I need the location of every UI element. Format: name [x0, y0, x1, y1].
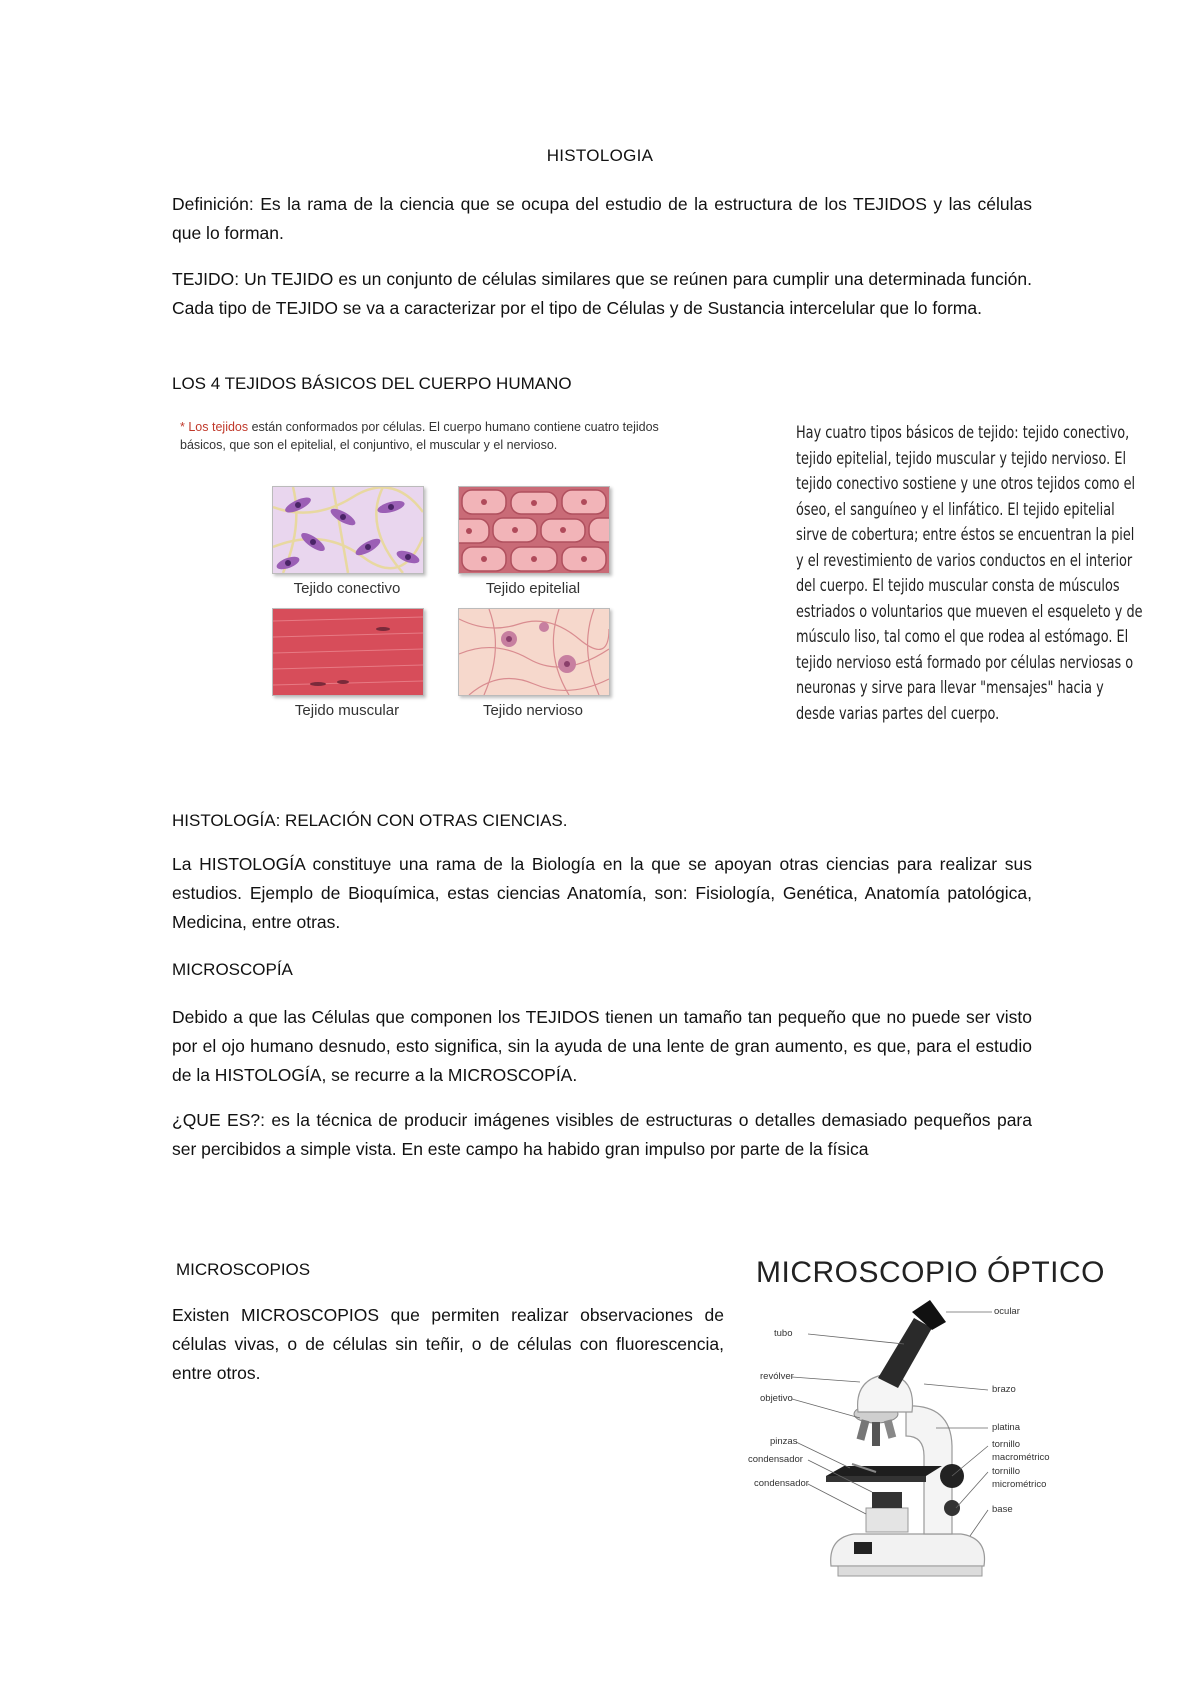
- label-ocular: ocular: [994, 1306, 1020, 1317]
- definition-paragraph: Definición: Es la rama de la ciencia que se ocupa del estudio de la estructura de los TEJIDOS y las células que lo forman.: [172, 194, 1032, 243]
- caption-rest-text: están conformados por células. El cuerpo humano contiene cuatro tejidos básicos, que son el epitelial, el conjuntivo, el muscular y el nervioso.: [180, 420, 659, 452]
- basic-tissues-heading: LOS 4 TEJIDOS BÁSICOS DEL CUERPO HUMANO: [172, 374, 572, 393]
- microscope-figure-title: MICROSCOPIO ÓPTICO: [756, 1256, 1106, 1289]
- tejido-muscular-label: Tejido muscular: [294, 702, 400, 719]
- microscopia-paragraph: Debido a que las Células que componen los TEJIDOS tienen un tamaño tan pequeño que no puede ser visto por el ojo humano desnudo, esto significa, sin la ayuda de una lente de gran aumento, es que, para el estudio de la HISTOLOGÍA, se recurre a la MICROSCOPÍA.: [172, 1007, 1032, 1085]
- microscopia-heading: MICROSCOPÍA: [172, 960, 293, 979]
- label-condensador-2: condensador: [754, 1478, 809, 1489]
- microscopios-heading: MICROSCOPIOS: [176, 1260, 311, 1279]
- label-tornillo-micro: tornillo: [992, 1466, 1020, 1477]
- tissues-figure-caption: [180, 418, 700, 454]
- tejido-nervioso-image: [458, 608, 610, 696]
- tejido-epitelial-image: [458, 486, 610, 574]
- label-pinzas: pinzas: [770, 1436, 798, 1447]
- label-revolver: revólver: [760, 1371, 794, 1382]
- relation-paragraph: La HISTOLOGÍA constituye una rama de la Biología en la que se apoyan otras ciencias para realizar sus estudios. Ejemplo de Bioquímica, estas ciencias Anatomía, son: Fisiología, Genética, Anatomía patológica, Medicina, entre otras.: [172, 854, 1032, 932]
- label-objetivo: objetivo: [760, 1393, 793, 1404]
- label-brazo: brazo: [992, 1384, 1016, 1395]
- tejido-muscular-image: [272, 608, 424, 696]
- tejido-paragraph: TEJIDO: Un TEJIDO es un conjunto de células similares que se reúnen para cumplir una determinada función. Cada tipo de TEJIDO se va a caracterizar por el tipo de Células y de Sustancia intercelular que lo forma.: [172, 269, 1032, 318]
- label-micrometrico: micrométrico: [992, 1479, 1047, 1490]
- microscope-illustration: [756, 1296, 1086, 1596]
- label-tubo: tubo: [774, 1328, 793, 1339]
- tissues-side-text: Hay cuatro tipos básicos de tejido: tejido conectivo, tejido epitelial, tejido muscular y tejido nervioso. El tejido conectivo sostiene y une otros tejidos como el óseo, el sanguíneo y el linfático. El tejido epitelial sirve de cobertura; entre éstos se encuentran la piel y el revestimiento de varios conductos en el interior del cuerpo. El tejido muscular consta de músculos estriados o voluntarios que mueven el esqueleto y de músculo liso, tal como el que rodea al estómago. El tejido nervioso está formado por células nerviosas o neuronas y sirve para llevar "mensajes" hacia y desde varias partes del cuerpo.: [796, 423, 1143, 723]
- page-title: HISTOLOGIA: [546, 146, 654, 165]
- tejido-conectivo-image: [272, 486, 424, 574]
- caption-marker: *: [180, 420, 185, 434]
- label-platina: platina: [992, 1422, 1020, 1433]
- tejido-epitelial-label: Tejido epitelial: [485, 580, 581, 597]
- caption-red-text: Los tejidos: [188, 420, 249, 434]
- tejido-conectivo-label: Tejido conectivo: [293, 580, 401, 597]
- microscope-figure: [748, 1296, 1086, 1596]
- label-base: base: [992, 1504, 1013, 1515]
- tissues-figure: [180, 418, 720, 738]
- relation-heading: HISTOLOGÍA: RELACIÓN CON OTRAS CIENCIAS.: [172, 811, 568, 830]
- tejido-nervioso-label: Tejido nervioso: [482, 702, 584, 719]
- label-tornillo-macro: tornillo: [992, 1439, 1020, 1450]
- microscopios-paragraph: Existen MICROSCOPIOS que permiten realizar observaciones de células vivas, o de células sin teñir, o de células con fluorescencia, entre otros.: [172, 1305, 724, 1383]
- label-macrometrico: macrométrico: [992, 1452, 1050, 1463]
- label-condensador-1: condensador: [748, 1454, 803, 1465]
- que-es-paragraph: ¿QUE ES?: es la técnica de producir imágenes visibles de estructuras o detalles demasiado pequeños para ser percibidos a simple vista. En este campo ha habido gran impulso por parte de la física: [172, 1110, 1032, 1159]
